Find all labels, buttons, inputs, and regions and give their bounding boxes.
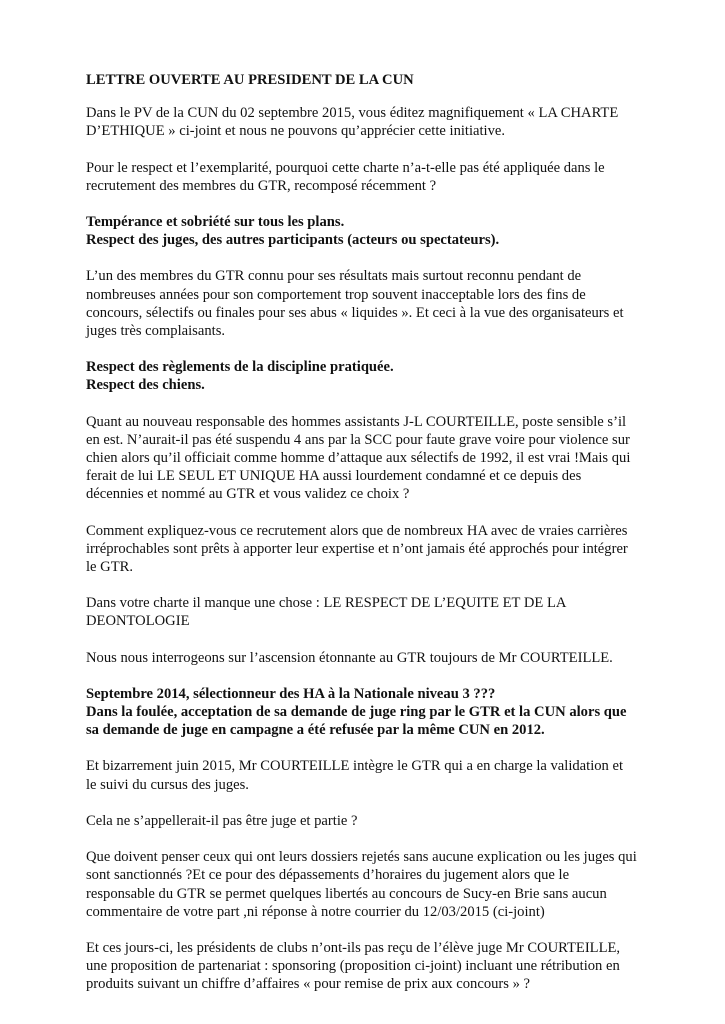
letter-body xyxy=(86,104,665,993)
body-paragraph xyxy=(86,522,665,577)
text-line: L’un des membres du GTR connu pour ses résultats mais surtout reconnu pendant de xyxy=(86,268,582,285)
text-line: Et bizarrement juin 2015, Mr COURTEILLE intègre le GTR qui a en charge la validation et xyxy=(86,758,624,775)
body-paragraph xyxy=(86,848,665,921)
text-line: produits suivant un chiffre d’affaires « pour remise de prix aux concours » ? xyxy=(86,976,531,993)
emphasis-paragraph xyxy=(86,213,665,249)
text-line: en est. N’aurait-il pas été suspendu 4 ans par la SCC pour faute grave voire pour violence sur xyxy=(86,431,630,448)
text-line: Pour le respect et l’exemplarité, pourquoi cette charte n’a-t-elle pas été appliquée dans le xyxy=(86,159,605,176)
text-line: Quant au nouveau responsable des hommes assistants J-L COURTEILLE, poste sensible s’il xyxy=(86,413,627,430)
text-line: responsable du GTR se permet quelques libertés au concours de Sucy-en Brie sans aucun xyxy=(86,885,607,902)
text-line: juges très complaisants. xyxy=(86,323,226,340)
text-line: une proposition de partenariat : sponsoring (proposition ci-joint) incluant une rétribution en xyxy=(86,958,620,975)
body-paragraph xyxy=(86,267,665,340)
text-line: Dans le PV de la CUN du 02 septembre 2015, vous éditez magnifiquement « LA CHARTE xyxy=(86,105,619,122)
body-paragraph xyxy=(86,649,665,667)
text-line: nombreuses années pour son comportement trop souvent inacceptable lors des fins de xyxy=(86,286,586,303)
text-line: Comment expliquez-vous ce recrutement alors que de nombreux HA avec de vraies carrières xyxy=(86,522,628,539)
text-line: Cela ne s’appellerait-il pas être juge et partie ? xyxy=(86,812,358,829)
body-paragraph xyxy=(86,413,665,504)
text-line: Septembre 2014, sélectionneur des HA à la Nationale niveau 3 ??? xyxy=(86,685,496,702)
text-line: concours, sélectifs ou finales pour ses abus « liquides ». Et ceci à la vue des organisateurs et xyxy=(86,304,624,321)
text-line: Que doivent penser ceux qui ont leurs dossiers rejetés sans aucune explication ou les juges qui xyxy=(86,849,637,866)
text-line: DEONTOLOGIE xyxy=(86,613,190,630)
text-line: ferait de lui LE SEUL ET UNIQUE HA aussi lourdement condamné et ce depuis des xyxy=(86,468,582,485)
text-line: sa demande de juge en campagne a été refusée par la même CUN en 2012. xyxy=(86,722,545,739)
body-paragraph xyxy=(86,594,665,630)
text-line: irréprochables sont prêts à apporter leur expertise et n’ont jamais été approchés pour intégrer xyxy=(86,540,628,557)
text-line: sont sanctionnés ?Et ce pour des dépassements d’horaires du jugement alors que le xyxy=(86,867,570,884)
text-line: D’ETHIQUE » ci-joint et nous ne pouvons qu’apprécier cette initiative. xyxy=(86,123,506,140)
text-line: Respect des règlements de la discipline pratiquée. xyxy=(86,359,394,376)
text-line: le GTR. xyxy=(86,559,134,576)
body-paragraph xyxy=(86,757,665,793)
text-line: Respect des chiens. xyxy=(86,377,205,394)
emphasis-paragraph xyxy=(86,358,665,394)
body-paragraph xyxy=(86,939,665,994)
text-line: commentaire de votre part ,ni réponse à notre courrier du 12/03/2015 (ci-joint) xyxy=(86,903,545,920)
body-paragraph xyxy=(86,104,665,140)
emphasis-paragraph xyxy=(86,685,665,740)
body-paragraph xyxy=(86,159,665,195)
text-line: Dans votre charte il manque une chose : LE RESPECT DE L’EQUITE ET DE LA xyxy=(86,595,567,612)
letter-title: LETTRE OUVERTE AU PRESIDENT DE LA CUN xyxy=(86,72,414,88)
text-line: Tempérance et sobriété sur tous les plans. xyxy=(86,214,345,231)
text-line: Dans la foulée, acceptation de sa demande de juge ring par le GTR et la CUN alors que xyxy=(86,704,627,721)
text-line: décennies et nommé au GTR et vous validez ce choix ? xyxy=(86,486,410,503)
text-line: Nous nous interrogeons sur l’ascension étonnante au GTR toujours de Mr COURTEILLE. xyxy=(86,649,613,666)
text-line: le suivi du cursus des juges. xyxy=(86,776,249,793)
text-line: Respect des juges, des autres participants (acteurs ou spectateurs). xyxy=(86,232,500,249)
text-line: chien alors qu’il officiait comme homme d’attaque aux sélectifs de 1992, il est vrai !Mais qui xyxy=(86,450,631,467)
text-line: Et ces jours-ci, les présidents de clubs n’ont-ils pas reçu de l’élève juge Mr COURTEILLE, xyxy=(86,939,621,956)
text-line: recrutement des membres du GTR, recomposé récemment ? xyxy=(86,177,437,194)
body-paragraph xyxy=(86,812,665,830)
